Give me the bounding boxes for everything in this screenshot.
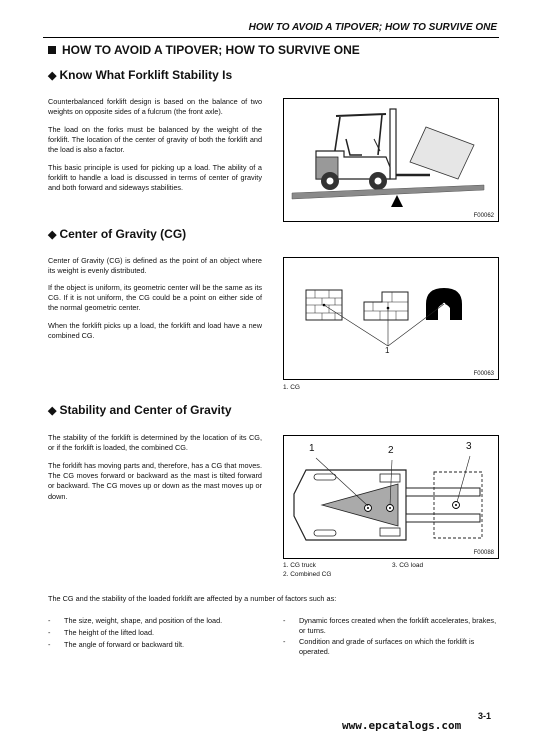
figure-code: F00063 bbox=[473, 371, 494, 377]
section3-heading bbox=[48, 403, 232, 417]
factor-text: Condition and grade of surfaces on which the forklift is operated. bbox=[299, 637, 475, 657]
main-heading-text: HOW TO AVOID A TIPOVER; HOW TO SURVIVE ONE bbox=[62, 43, 360, 57]
section2-paragraph-2: If the object is uniform, its geometric center will be the same as its CG. If it is not uniform, the CG could be a point on either side of the normal geometric center. bbox=[48, 283, 262, 313]
list-item bbox=[283, 616, 499, 636]
dash-bullet: - bbox=[48, 640, 51, 649]
section1-heading-text: Know What Forklift Stability Is bbox=[59, 68, 233, 82]
section2-paragraph-3: When the forklift picks up a load, the forklift and load have a new combined CG. bbox=[48, 321, 262, 341]
section1-paragraph-1: Counterbalanced forklift design is based on the balance of two weights on opposite sides of a fulcrum (the front axle). bbox=[48, 97, 262, 117]
factor-text: Dynamic forces created when the forklift accelerates, brakes, or turns. bbox=[299, 616, 497, 636]
center-of-gravity-figure bbox=[283, 257, 499, 380]
factors-intro: The CG and the stability of the loaded forklift are affected by a number of factors such as: bbox=[48, 594, 337, 603]
callout-1: 1 bbox=[309, 443, 315, 454]
section1-paragraph-3: This basic principle is used for picking up a load. The ability of a forklift to handle a load is discussed in terms of center of gravity and both forward and sideways stabilities. bbox=[48, 163, 262, 193]
page-number: 3-1 bbox=[478, 711, 492, 721]
running-header: HOW TO AVOID A TIPOVER; HOW TO SURVIVE ONE bbox=[248, 22, 497, 33]
factor-text: The angle of forward or backward tilt. bbox=[64, 640, 185, 649]
section2-heading bbox=[48, 227, 186, 241]
caption-cg-truck: 1. CG truck bbox=[283, 562, 316, 569]
figure-code: F00062 bbox=[473, 213, 494, 219]
figure-code: F00088 bbox=[473, 550, 494, 556]
caption-combined-cg: 2. Combined CG bbox=[283, 571, 332, 578]
factor-text: The height of the lifted load. bbox=[64, 628, 155, 637]
factor-text: The size, weight, shape, and position of the load. bbox=[64, 616, 223, 625]
forklift-balance-figure bbox=[283, 98, 499, 222]
cg-objects-illustration bbox=[284, 258, 498, 379]
forklift-balance-illustration bbox=[284, 99, 498, 221]
section3-paragraph-2: The forklift has moving parts and, therefore, has a CG that moves. The CG moves forward or backward as the mast is tilted forward or backward. The CG moves up or down as the mast moves up or down. bbox=[48, 461, 262, 501]
watermark: www.epcatalogs.com bbox=[342, 719, 462, 732]
section1-heading bbox=[48, 68, 232, 82]
callout-2: 2 bbox=[388, 445, 394, 456]
stability-cg-figure bbox=[283, 435, 499, 559]
header-rule bbox=[43, 37, 499, 38]
figure-caption-cg: 1. CG bbox=[283, 384, 300, 391]
cg-callout-1: 1 bbox=[385, 346, 390, 355]
list-item bbox=[48, 616, 268, 626]
section1-paragraph-2: The load on the forks must be balanced by the weight of the forklift. The location of the center of gravity of both the forklift and the load is also a factor. bbox=[48, 125, 262, 155]
section3-paragraph-1: The stability of the forklift is determined by the location of its CG, or if the forklift is loaded, the combined CG. bbox=[48, 433, 262, 453]
square-bullet-icon bbox=[48, 46, 56, 54]
list-item bbox=[48, 640, 268, 650]
caption-cg-load: 3. CG load bbox=[392, 562, 424, 569]
diamond-bullet-icon: ◆ bbox=[48, 69, 57, 82]
section3-heading-text: Stability and Center of Gravity bbox=[59, 403, 232, 417]
list-item bbox=[283, 637, 499, 657]
dash-bullet: - bbox=[283, 616, 286, 625]
diamond-bullet-icon: ◆ bbox=[48, 404, 57, 417]
list-item bbox=[48, 628, 268, 638]
callout-3: 3 bbox=[466, 441, 472, 452]
diamond-bullet-icon: ◆ bbox=[48, 228, 57, 241]
section2-paragraph-1: Center of Gravity (CG) is defined as the point of an object where its weight is evenly distributed. bbox=[48, 256, 262, 276]
section2-heading-text: Center of Gravity (CG) bbox=[59, 227, 187, 241]
main-heading bbox=[48, 43, 360, 57]
dash-bullet: - bbox=[48, 616, 51, 625]
dash-bullet: - bbox=[283, 637, 286, 646]
dash-bullet: - bbox=[48, 628, 51, 637]
